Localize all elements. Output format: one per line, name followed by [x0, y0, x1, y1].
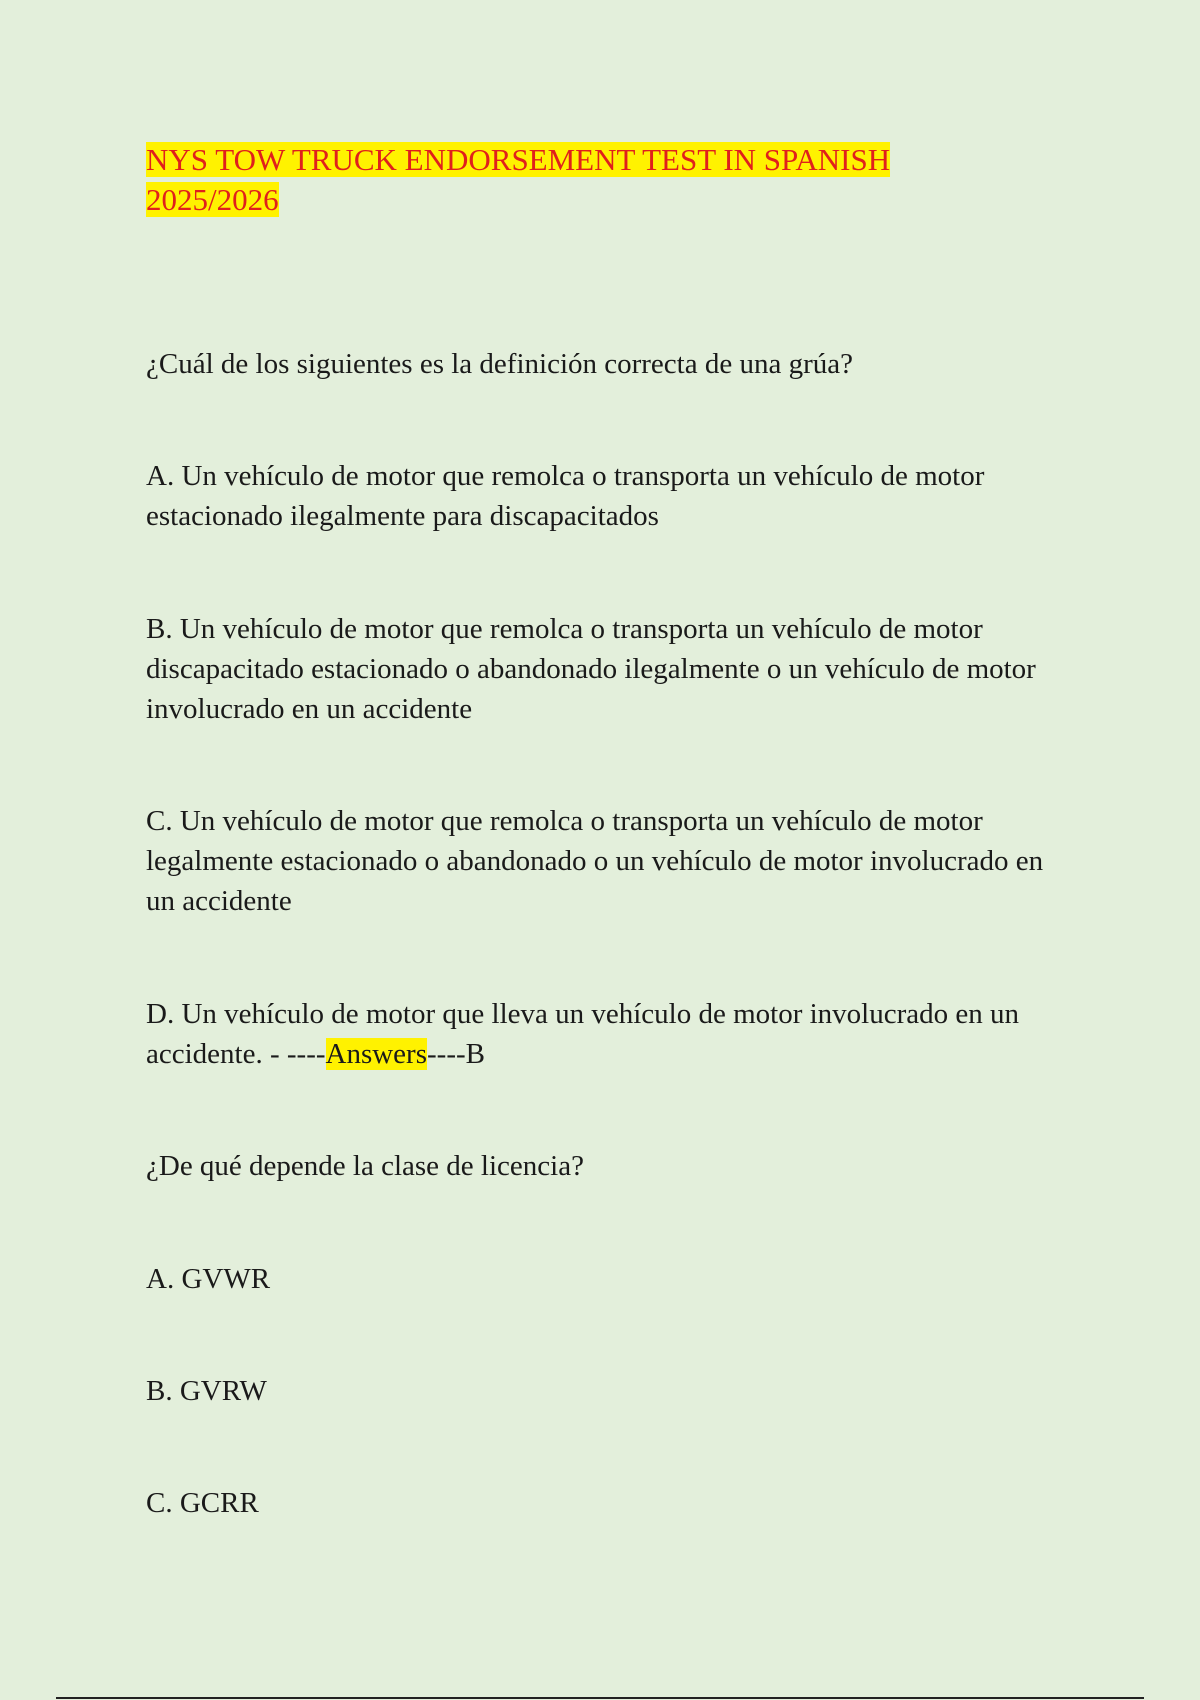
document-page [146, 140, 1066, 1523]
question-2-prompt: ¿De qué depende la clase de licencia? [146, 1150, 584, 1182]
question-1-prompt: ¿Cuál de los siguientes es la definición correcta de una grúa? [146, 348, 854, 380]
question-1-option-d [146, 994, 1066, 1074]
answers-label: Answers [325, 1038, 428, 1070]
question-2-option-b: B. GVRW [146, 1375, 267, 1407]
title-line-2: 2025/2026 [146, 182, 279, 217]
document-title [146, 140, 1066, 220]
question-2-option-c: C. GCRR [146, 1487, 259, 1519]
answer-suffix: ----B [427, 1038, 485, 1070]
question-1-option-c: C. Un vehículo de motor que remolca o transporta un vehículo de motor legalmente estacionado o abandonado o un vehículo de motor involucrado en un accidente [146, 805, 1044, 917]
question-2-option-a: A. GVWR [146, 1263, 271, 1295]
question-1-option-d-text: D. Un vehículo de motor que lleva un vehículo de motor involucrado en un accidente. - ---- [146, 998, 1020, 1070]
footer-rule [56, 1697, 1144, 1699]
title-line-1: NYS TOW TRUCK ENDORSEMENT TEST IN SPANISH [146, 142, 891, 177]
question-1-option-b: B. Un vehículo de motor que remolca o transporta un vehículo de motor discapacitado estacionado o abandonado ilegalmente o un vehículo de motor involucrado en un accidente [146, 613, 1036, 725]
question-1-option-a: A. Un vehículo de motor que remolca o transporta un vehículo de motor estacionado ilegalmente para discapacitados [146, 460, 985, 532]
